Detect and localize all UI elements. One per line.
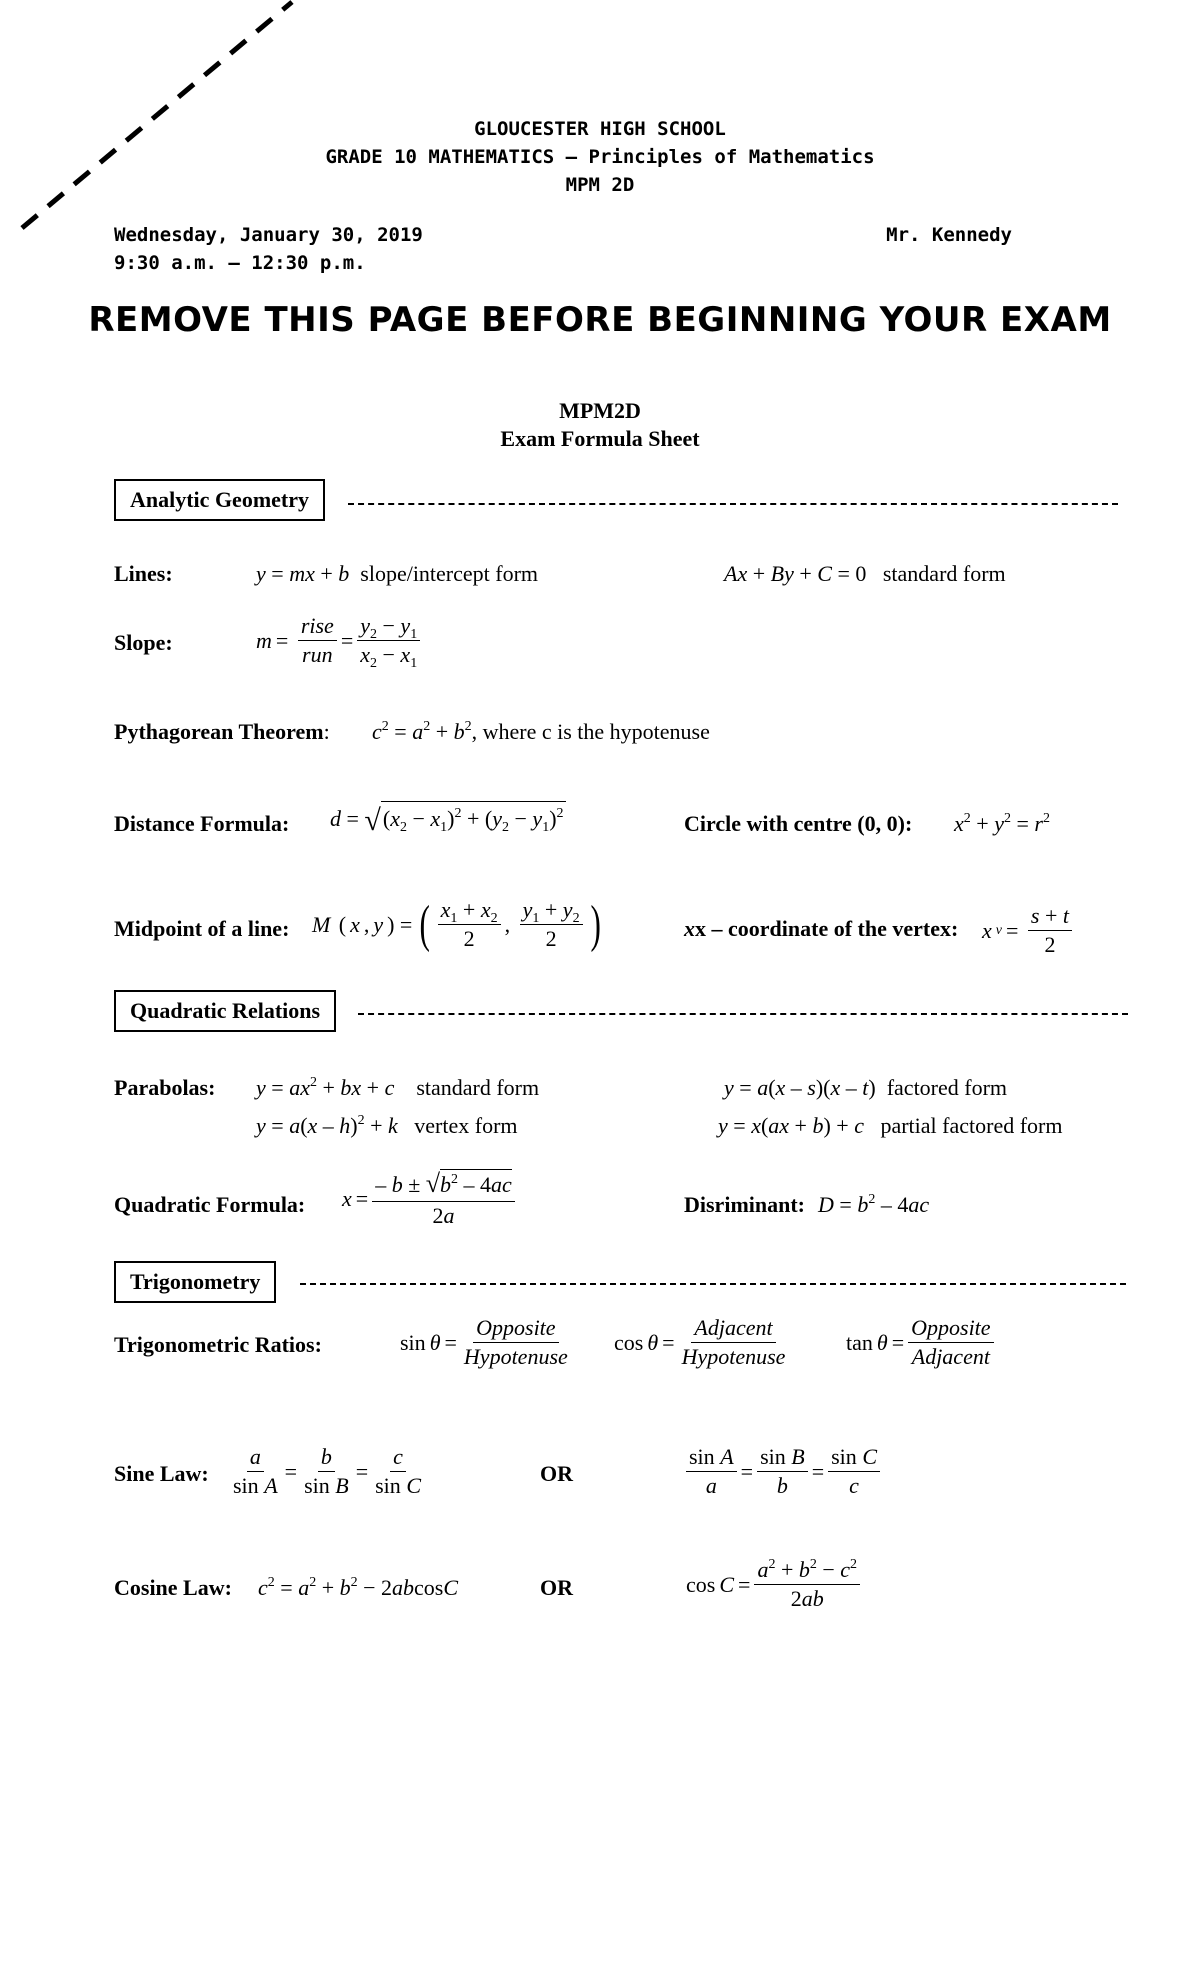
tangent-ratio: tan θ = $\frac{\text{Opposite}}{\text{Adjacent}}$ (846, 1316, 994, 1369)
course-name: GRADE 10 MATHEMATICS – Principles of Mathematics (325, 146, 875, 168)
cosine-law-label: Cosine Law: (114, 1575, 232, 1600)
section-divider (300, 1283, 1126, 1285)
parabola-standard-form: $y = ax^2$ + bx + c standard form (256, 1075, 540, 1100)
remove-notice: REMOVE THIS PAGE BEFORE BEGINNING YOUR EXAM (88, 300, 1112, 340)
distance-label: Distance Formula: (114, 811, 290, 836)
slope-label: Slope: (114, 630, 173, 655)
parabola-vertex-form: y = a(x – h)$^2$ + k vertex form (256, 1113, 518, 1138)
parabola-factored-form: y = a(x – s)(x – t) factored form (724, 1075, 1008, 1100)
slope-intercept-formula: y = mx + b slope/intercept form (256, 561, 539, 586)
cosine-ratio: cos θ = $\frac{\text{Adjacent}}{\text{Hypotenuse}}$ (614, 1315, 786, 1370)
exam-time: 9:30 a.m. – 12:30 p.m. (114, 252, 366, 274)
vertex-formula: x v = $\frac{s + t}{2}$ (982, 904, 1072, 957)
course-code: MPM 2D (565, 174, 635, 196)
quadratic-formula-label: Quadratic Formula: (114, 1192, 306, 1217)
exam-date: Wednesday, January 30, 2019 (114, 224, 423, 246)
sheet-course: MPM2D (559, 398, 641, 423)
school-name: GLOUCESTER HIGH SCHOOL (474, 118, 726, 140)
section-quadratic-relations: Quadratic Relations (114, 990, 336, 1032)
quadratic-formula: x = $\frac{- b \pm √b^2 - 4ac}{2a}$ (342, 1170, 515, 1228)
sine-ratio: sin θ = $\frac{\text{Opposite}}{\text{Hypotenuse}}$ (400, 1315, 568, 1370)
teacher-name: Mr. Kennedy (886, 224, 1012, 246)
circle-formula: $x^2 + y^2 = r^2$ (954, 811, 1050, 836)
pythagorean-label: Pythagorean Theorem: (114, 719, 330, 744)
sine-law-or: OR (540, 1461, 573, 1486)
discriminant-label: Disriminant: (684, 1192, 805, 1217)
midpoint-label: Midpoint of a line: (114, 916, 290, 941)
sine-law-label: Sine Law: (114, 1461, 209, 1486)
standard-form-formula: Ax + By + C = 0 standard form (724, 561, 1006, 586)
midpoint-formula: M ( x , y ) = ( $\frac{x_1 + x_2}{2}$ , $\frac{y_1 + y_2}{2}$ ) (312, 895, 601, 953)
slope-formula: m = $\frac{\text{rise}}{\text{run}}$ = $\frac{y_2 - y_1}{x_2 - x_1}$ (256, 614, 420, 667)
trig-ratios-label: Trigonometric Ratios: (114, 1332, 322, 1357)
vertex-label: xx – coordinate of the vertex: (684, 916, 959, 941)
cosine-law-formula: $c^2 = a^2 + b^2 - 2abcosC$ (258, 1575, 459, 1600)
section-analytic-geometry: Analytic Geometry (114, 479, 325, 521)
sheet-title: Exam Formula Sheet (500, 426, 700, 451)
lines-label: Lines: (114, 561, 173, 586)
parabolas-label: Parabolas: (114, 1075, 216, 1100)
cosine-law-alt-formula: cos C = $\frac{a^2 + b^2 - c^2}{2ab}$ (686, 1558, 860, 1611)
section-trigonometry: Trigonometry (114, 1261, 276, 1303)
section-divider (358, 1013, 1128, 1015)
parabola-partial-factored-form: y = x(ax + b) + c partial factored form (718, 1113, 1063, 1138)
distance-formula: $d = √(x_2 - x_1)^2 + (y_2 - y_1)^2$ (330, 804, 566, 838)
circle-label: Circle with centre (0, 0): (684, 811, 913, 836)
sine-law-alt-formula: $\frac{\text{sin A}}{a}$ = $\frac{\text{sin B}}{b}$ = $\frac{\text{sin C}}{c}$ (686, 1445, 880, 1498)
section-divider (348, 503, 1118, 505)
sine-law-formula: $\frac{a}{\text{sin A}}$ = $\frac{b}{\text{sin B}}$ = $\frac{c}{\text{sin C}}$ (233, 1444, 421, 1499)
cosine-law-or: OR (540, 1575, 573, 1600)
discriminant-formula: $D = b^2 - 4ac$ (818, 1192, 930, 1217)
pythagorean-formula: $c^2 = a^2 + b^2$, where c is the hypotenuse (372, 719, 710, 744)
